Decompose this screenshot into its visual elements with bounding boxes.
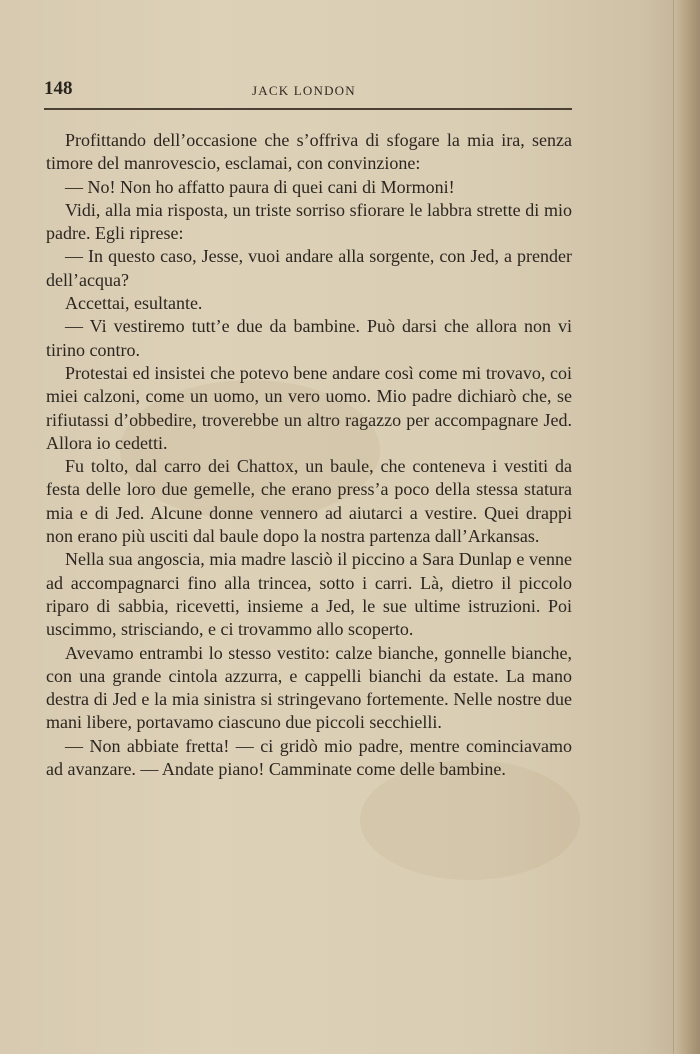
body-text <box>46 129 572 781</box>
paragraph: — No! Non ho affatto paura di quei cani di Mormoni! <box>65 176 455 197</box>
paragraph: Nella sua angoscia, mia madre lasciò il piccino a Sara Dunlap e venne ad accompagnarci fino alla trincea, sotto i carri. Là, dietro il piccolo riparo di sabbia, ricevetti, insieme a Jed, le sue ultime istruzioni. Poi uscimmo, strisciando, e ci trovammo allo scoperto. <box>46 549 572 640</box>
paragraph: Profittando dell’occasione che s’offriva di sfogare la mia ira, senza timore del manrovescio, esclamai, con convinzione: <box>46 130 572 174</box>
page-edge <box>673 0 700 1054</box>
paragraph: — In questo caso, Jesse, vuoi andare alla sorgente, con Jed, a prender dell’acqua? <box>46 246 572 290</box>
paragraph: Vidi, alla mia risposta, un triste sorriso sfiorare le labbra strette di mio padre. Egli riprese: <box>46 199 572 244</box>
page-header <box>44 78 572 104</box>
header-rule <box>44 108 572 110</box>
paragraph: Accettai, esultante. <box>65 293 203 314</box>
running-head: JACK LONDON <box>252 83 356 98</box>
paragraph: Protestai ed insistei che potevo bene andare così come mi trovavo, coi miei calzoni, come un uomo, un vero uomo. Mio padre dichiarò che, se rifiutassi d’obbedire, troverebbe un altro ragazzo per accompagnare Jed. Allora io cedetti. <box>46 362 572 453</box>
paragraph: Fu tolto, dal carro dei Chattox, un baule, che conteneva i vestiti da festa delle loro due gemelle, che erano press’a poco della stessa statura mia e di Jed. Alcune donne vennero ad aiutarci a vestire. Quei drappi non erano più usciti dal baule dopo la nostra partenza dall’Arkansas. <box>46 456 572 547</box>
page-number: 148 <box>44 78 73 99</box>
paragraph: — Non abbiate fretta! — ci gridò mio padre, mentre cominciavamo ad avanzare. — Andate piano! Camminate come delle bambine. <box>46 735 572 780</box>
paragraph: — Vi vestiremo tutt’e due da bambine. Può darsi che allora non vi tirino contro. <box>46 316 572 360</box>
paragraph: Avevamo entrambi lo stesso vestito: calze bianche, gonnelle bianche, con una grande cintola azzurra, e cappelli bianchi da estate. La mano destra di Jed e la mia sinistra si stringevano fortemente. Nelle nostre due mani libere, portavamo ciascuno due piccoli secchielli. <box>46 642 572 733</box>
